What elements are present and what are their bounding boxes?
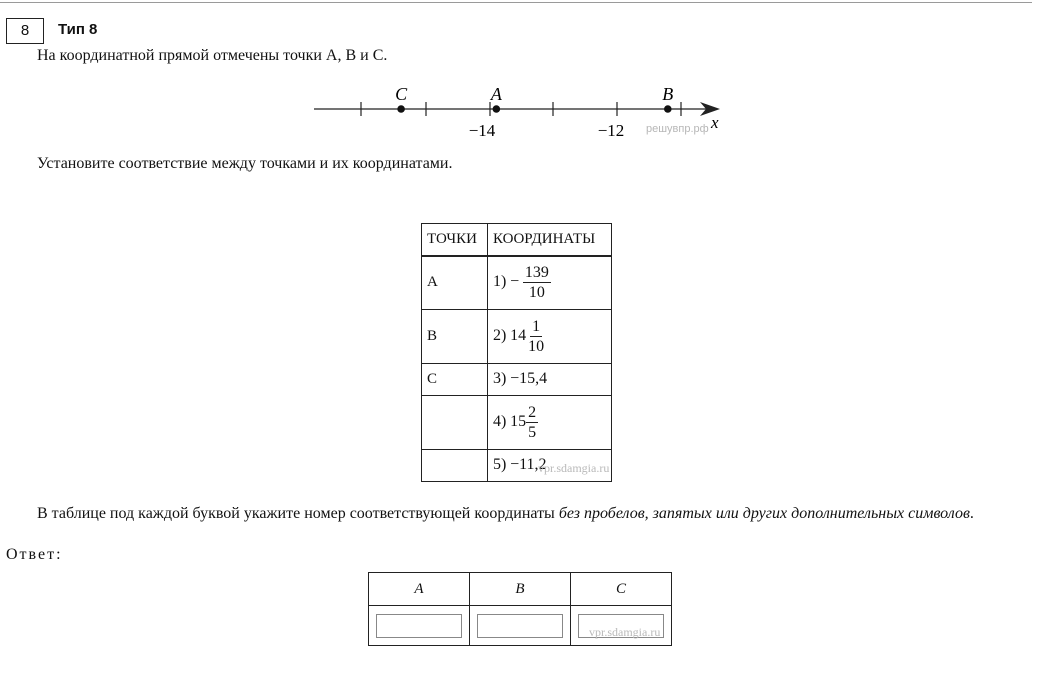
table-row [422,363,612,395]
point-c-dot [397,105,405,113]
denominator: 10 [528,337,545,355]
fraction [526,403,538,442]
point-cell [422,395,488,449]
instruction-text: Установите соответствие между точками и их координатами. [37,155,453,172]
point-cell [422,449,488,481]
answer-input-b[interactable] [477,614,563,638]
fraction [523,263,551,302]
option-number: 5) [493,456,507,473]
header-points: ТОЧКИ [422,224,488,257]
whole-part: 14 [510,326,527,344]
answer-cell [369,606,470,646]
option-number: 2) [493,326,507,344]
task-type-label: Тип 8 [58,21,98,38]
fraction [526,317,546,356]
point-a-dot [493,105,501,113]
answer-cell [470,606,571,646]
answer-column-c: C [571,573,672,606]
coord-cell [488,395,612,449]
numerator: 2 [528,403,537,421]
answer-label: Ответ: [6,546,63,563]
coord-value: −11,2 [510,456,547,473]
answer-column-a: A [369,573,470,606]
numerator: 1 [532,317,541,335]
point-b-dot [664,105,672,113]
option-number: 1) [493,273,507,291]
point-a-label: A [490,84,502,104]
coord-cell [488,309,612,363]
final-instruction-plain: В таблице под каждой буквой укажите номер соответствующей координаты [37,505,559,522]
point-b-label: B [662,84,674,104]
answer-column-b: B [470,573,571,606]
table-row [422,395,612,449]
tick-label-minus12: −12 [597,121,625,140]
final-instruction-end: . [969,505,974,522]
task-number-badge: 8 [6,18,44,44]
point-cell: A [422,256,488,309]
table-row [422,309,612,363]
axis-label-x: x [711,113,719,132]
watermark: vpr.sdamgia.ru [538,461,610,475]
final-instruction [6,504,1038,524]
answer-input-a[interactable] [376,614,462,638]
top-divider [0,2,1032,3]
option-number: 4) [493,412,507,430]
header-coordinates: КООРДИНАТЫ [488,224,612,257]
numerator: 139 [524,264,549,282]
match-table [421,223,612,482]
denominator: 10 [528,284,545,302]
option-number: 3) [493,370,507,387]
point-c-label: C [395,84,408,104]
coord-value: −15,4 [510,370,548,387]
watermark: vpr.sdamgia.ru [589,625,661,639]
intro-text: На координатной прямой отмечены точки A, B и C. [37,47,388,64]
number-line [306,78,726,146]
tick-label-minus14: −14 [468,121,496,140]
point-cell: B [422,309,488,363]
answer-header-row [369,573,672,606]
coord-cell [488,363,612,395]
denominator: 5 [528,423,537,441]
sign: − [510,273,520,291]
whole-part: 15 [510,412,527,430]
coord-cell [488,256,612,309]
final-instruction-italic: без пробелов, запятых или других дополнительных символов [558,505,970,522]
table-row [422,256,612,309]
match-table-header-row [422,224,612,257]
watermark: решувпр.рф [646,123,709,135]
point-cell: C [422,363,488,395]
